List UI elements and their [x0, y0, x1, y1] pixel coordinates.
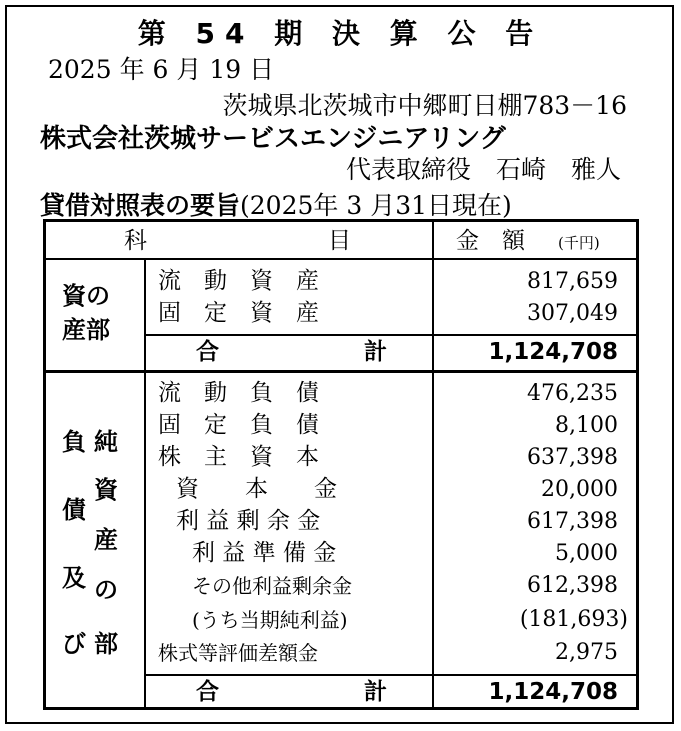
liabilities-row-value: 637,398	[527, 445, 618, 470]
assets-total-label-2: 計	[364, 339, 387, 365]
assets-row-value: 307,049	[527, 301, 618, 326]
assets-total-label-1: 合	[196, 339, 219, 365]
liabilities-row-value: 2,975	[555, 640, 618, 665]
liabilities-row-label: 流 動 負 債	[158, 380, 319, 406]
liabilities-total-label-2: 計	[364, 679, 387, 705]
assets-section-label-1: 資の	[62, 282, 110, 310]
liabilities-row-value: (181,693)	[519, 607, 628, 632]
representative: 代表取締役 石崎 雅人	[345, 155, 621, 184]
liabilities-row-value: 612,398	[527, 573, 618, 598]
liabilities-total-label-1: 合	[196, 679, 219, 705]
header-unit: (千円)	[558, 234, 600, 252]
liabilities-total-divider	[144, 674, 636, 676]
liabilities-label-col2-char: 部	[94, 630, 118, 658]
balance-sheet-table	[43, 219, 639, 710]
balance-sheet-title-main: 貸借対照表の要旨	[40, 191, 241, 220]
liabilities-row-value: 476,235	[527, 381, 618, 406]
liabilities-row-label: 利 益 剰 余 金	[176, 508, 321, 534]
liabilities-label-col2-char: 純	[94, 428, 118, 456]
liabilities-row-value: 5,000	[555, 541, 618, 566]
assets-row-label: 流 動 資 産	[158, 268, 319, 294]
liabilities-label-col2-char: の	[94, 576, 118, 604]
company-address: 茨城県北茨城市中郷町日棚783－16	[222, 91, 627, 120]
liabilities-row-label: 固 定 負 債	[158, 412, 319, 438]
amount-column-divider	[432, 222, 434, 707]
liabilities-total-value: 1,124,708	[488, 679, 618, 705]
liabilities-row-label: 株式等評価差額金	[158, 641, 318, 665]
liabilities-label-col2-char: 資	[94, 476, 118, 504]
liabilities-label-col1-char: 負	[62, 428, 86, 456]
notice-title: 第 54 期 決 算 公 告	[137, 17, 544, 50]
assets-total-value: 1,124,708	[488, 339, 618, 365]
section-divider	[46, 370, 636, 373]
liabilities-row-value: 8,100	[555, 413, 618, 438]
balance-sheet-title	[40, 186, 512, 222]
balance-sheet-date: (2025年 3 月31日現在)	[240, 191, 512, 220]
liabilities-row-label: 株 主 資 本	[158, 444, 319, 470]
liabilities-label-col2-char: 産	[94, 526, 118, 554]
header-amount: 金 額	[456, 228, 525, 254]
assets-row-value: 817,659	[527, 269, 618, 294]
liabilities-row-label: 利 益 準 備 金	[192, 540, 337, 566]
company-name: 株式会社茨城サービスエンジニアリング	[40, 124, 506, 154]
liabilities-row-label: その他利益剰余金	[192, 574, 352, 598]
header-subject-2: 目	[328, 228, 351, 254]
header-subject-1: 科	[124, 228, 147, 254]
liabilities-row-value: 617,398	[527, 509, 618, 534]
liabilities-row-label: 資 本 金	[176, 476, 337, 502]
assets-row-label: 固 定 資 産	[158, 300, 319, 326]
assets-label-divider	[144, 258, 146, 370]
liabilities-label-col1-char: 及	[62, 564, 86, 592]
liabilities-label-col1-char: 債	[62, 496, 86, 524]
liabilities-label-col1-char: び	[62, 630, 86, 658]
notice-date: 2025 年 6 月 19 日	[48, 55, 275, 84]
liabilities-row-value: 20,000	[541, 477, 618, 502]
assets-total-divider	[144, 334, 636, 336]
liabilities-row-label: (うち当期純利益)	[192, 608, 348, 632]
liabilities-label-divider	[144, 372, 146, 707]
header-divider	[46, 258, 636, 260]
assets-section-label-2: 産部	[62, 316, 110, 344]
